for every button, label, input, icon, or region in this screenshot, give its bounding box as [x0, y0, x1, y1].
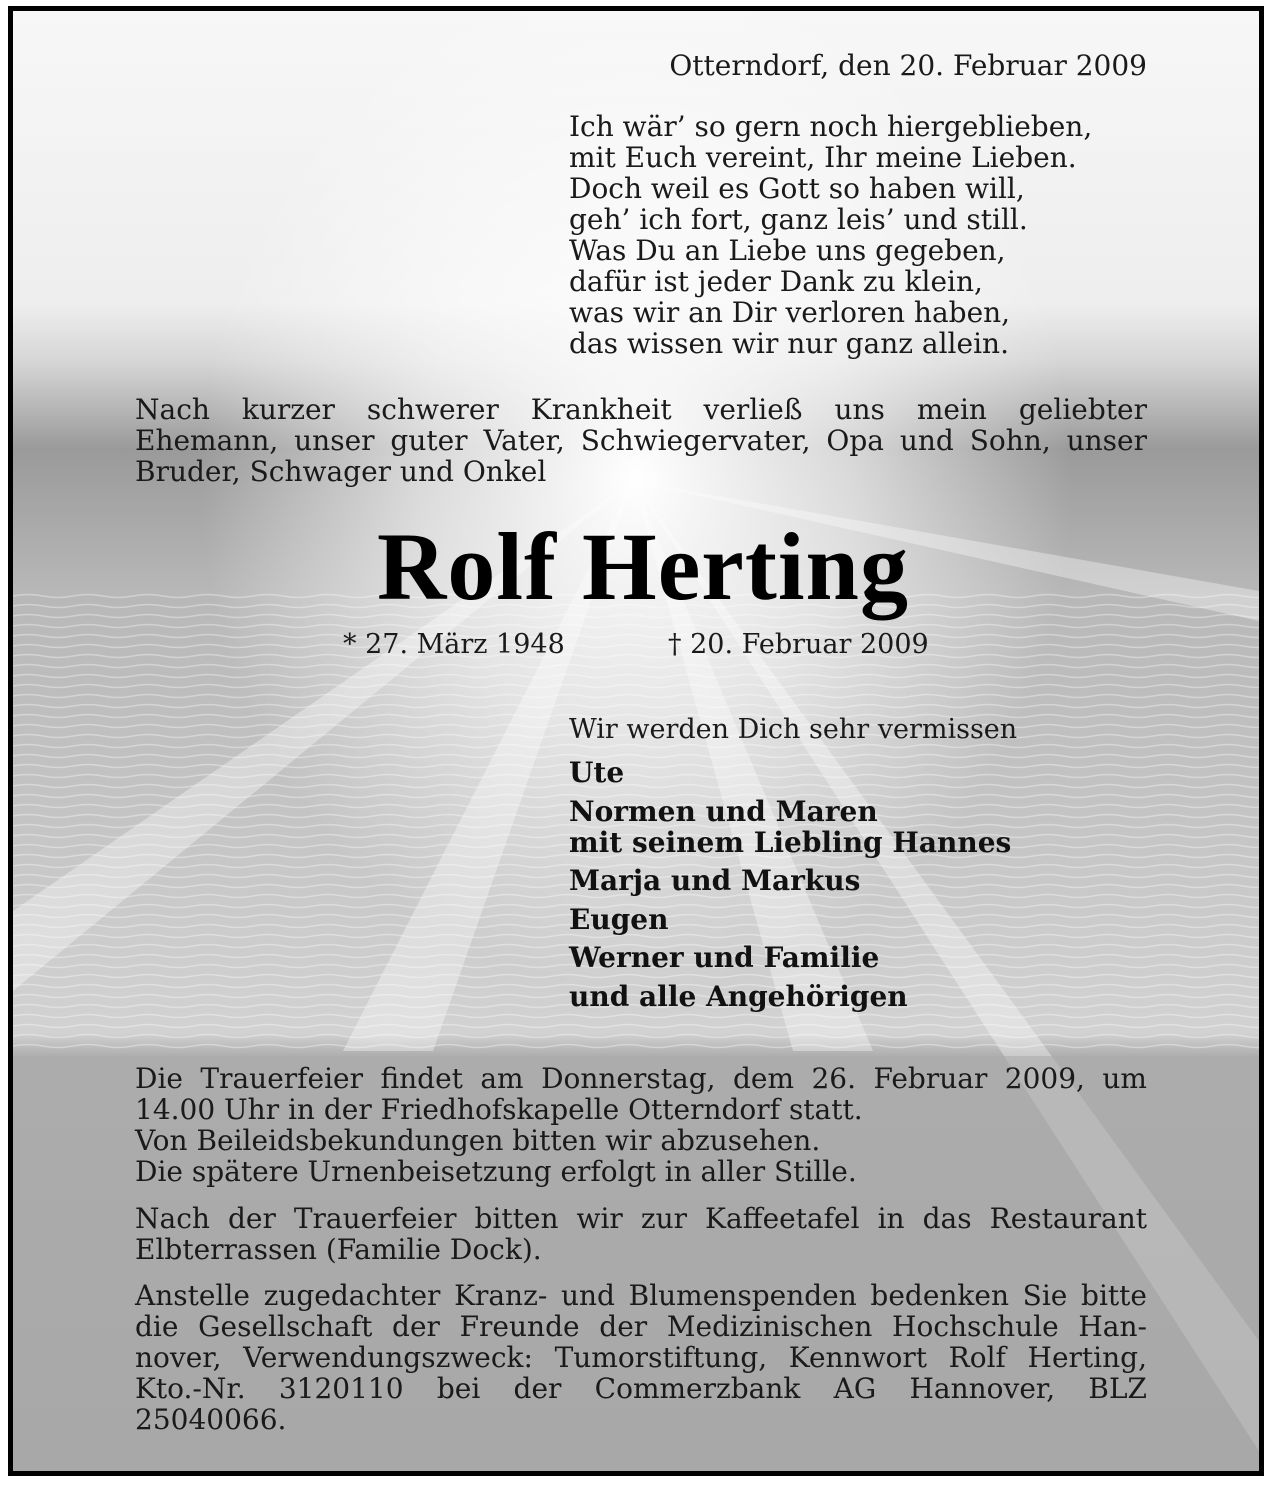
poem-line: das wissen wir nur ganz allein.	[569, 327, 1009, 360]
intro-line: Ehemann, unser guter Vater, Schwiegervater, Opa und Sohn, unser	[135, 424, 1147, 457]
obituary-frame	[8, 6, 1264, 1476]
donation-line: 25040066.	[135, 1403, 287, 1436]
donation-paragraph	[135, 1280, 1147, 1435]
mourner-name: Werner und Familie	[569, 941, 880, 974]
poem-line: mit Euch vereint, Ihr meine Lieben.	[569, 141, 1077, 174]
mourner-name: Marja und Markus	[569, 864, 861, 897]
intro-paragraph	[135, 394, 1147, 487]
intro-line: Bruder, Schwager und Onkel	[135, 455, 547, 488]
mourner-name: Normen und Maren	[569, 795, 878, 828]
reception-line: Nach der Trauerfeier bitten wir zur Kaffeetafel in das Restaurant	[135, 1202, 1147, 1235]
donation-line: nover, Verwendungszweck: Tumorstiftung, Kennwort Rolf Herting,	[135, 1341, 1147, 1374]
mourners-intro: Wir werden Dich sehr vermissen	[569, 714, 1018, 745]
intro-line: Nach kurzer schwerer Krankheit verließ uns mein geliebter	[135, 393, 1147, 426]
donation-line: Kto.-Nr. 3120110 bei der Commerzbank AG Hannover, BLZ	[135, 1372, 1147, 1405]
donation-line: die Gesellschaft der Freunde der Medizinischen Hochschule Han-	[135, 1310, 1147, 1343]
service-line: Von Beileidsbekundungen bitten wir abzusehen.	[135, 1124, 821, 1157]
poem-line: was wir an Dir verloren haben,	[569, 296, 1011, 329]
service-paragraph	[135, 1063, 1147, 1187]
reception-line: Elbterrassen (Familie Dock).	[135, 1233, 542, 1266]
poem-line: Doch weil es Gott so haben will,	[569, 172, 1025, 205]
birth-date: * 27. März 1948	[343, 629, 565, 660]
poem-line: geh’ ich fort, ganz leis’ und still.	[569, 203, 1028, 236]
service-line: Die spätere Urnenbeisetzung erfolgt in aller Stille.	[135, 1155, 857, 1188]
service-line: Die Trauerfeier findet am Donnerstag, dem 26. Februar 2009, um	[135, 1062, 1147, 1095]
mourner-name: Eugen	[569, 903, 669, 936]
poem-line: Ich wär’ so gern noch hiergeblieben,	[569, 110, 1093, 143]
donation-line: Anstelle zugedachter Kranz- und Blumenspenden bedenken Sie bitte	[135, 1279, 1147, 1312]
reception-paragraph	[135, 1203, 1147, 1265]
deceased-name: Rolf Herting	[377, 513, 909, 620]
poem-line: dafür ist jeder Dank zu klein,	[569, 265, 983, 298]
place-date: Otterndorf, den 20. Februar 2009	[669, 49, 1147, 82]
mourner-name: mit seinem Liebling Hannes	[569, 826, 1012, 859]
mourner-name: und alle Angehörigen	[569, 980, 908, 1013]
death-date: † 20. Februar 2009	[668, 629, 929, 660]
poem-line: Was Du an Liebe uns gegeben,	[569, 234, 1006, 267]
service-line: 14.00 Uhr in der Friedhofskapelle Otterndorf statt.	[135, 1093, 863, 1126]
poem	[569, 111, 1092, 359]
mourner-name: Ute	[569, 756, 625, 789]
